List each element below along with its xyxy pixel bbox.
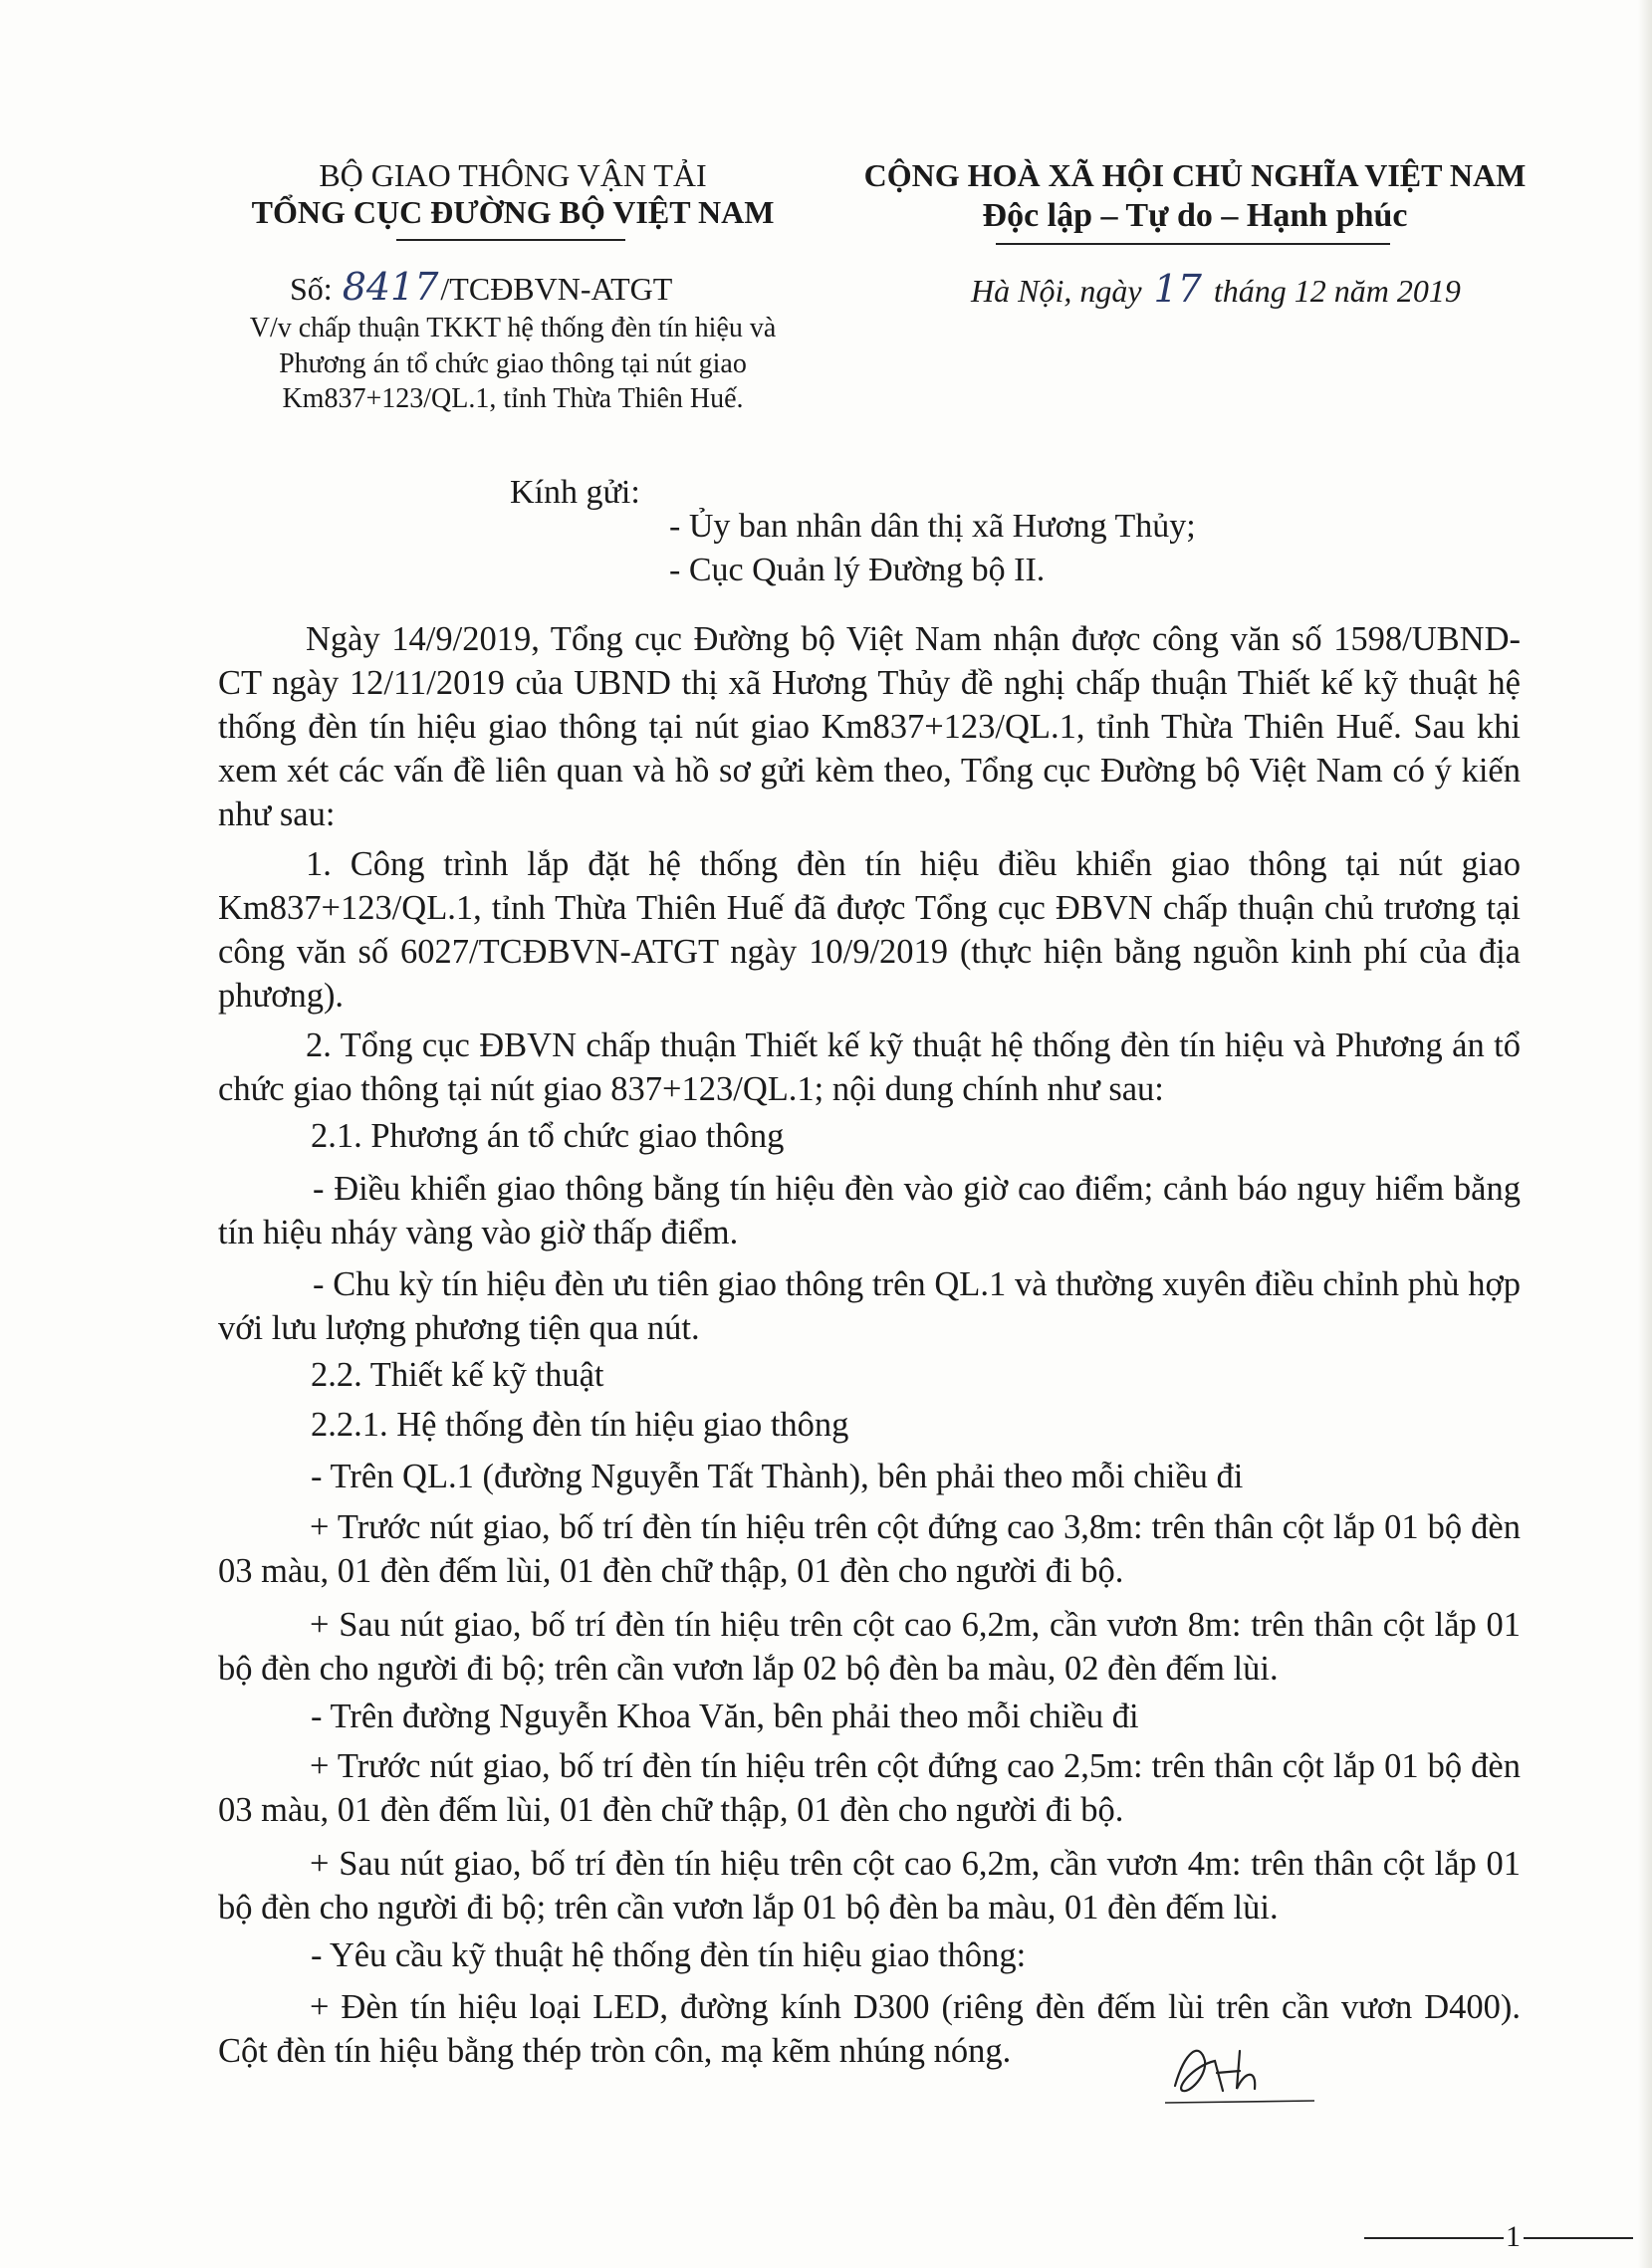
section-2-2-heading: 2.2. Thiết kế kỹ thuật <box>311 1356 604 1394</box>
motto-underline <box>996 243 1390 245</box>
paragraph-ql1: - Trên QL.1 (đường Nguyễn Tất Thành), bên phải theo mỗi chiều đi <box>311 1458 1244 1495</box>
paragraph-control: - Điều khiển giao thông bằng tín hiệu đèn vào giờ cao điểm; cảnh báo nguy hiểm bằng tín hiệu nháy vàng vào giờ thấp điểm. <box>218 1170 1521 1251</box>
scan-edge <box>1638 0 1652 2268</box>
date-day-handwritten: 17 <box>1153 267 1202 311</box>
paragraph-nkv-before: + Trước nút giao, bố trí đèn tín hiệu trên cột đứng cao 2,5m: trên thân cột lắp 01 bộ đèn 03 màu, 01 đèn đếm lùi, 01 đèn chữ thập, 01 đèn cho người đi bộ. <box>218 1747 1521 1829</box>
number-handwritten: 8417 <box>342 265 439 309</box>
motto: Độc lập – Tự do – Hạnh phúc <box>982 197 1408 234</box>
recipient-1: - Ủy ban nhân dân thị xã Hương Thủy; <box>669 508 1196 545</box>
paragraph-ql1-before: + Trước nút giao, bố trí đèn tín hiệu trên cột đứng cao 3,8m: trên thân cột lắp 01 bộ đèn 03 màu, 01 đèn đếm lùi, 01 đèn chữ thập, 01 đèn cho người đi bộ. <box>218 1508 1521 1590</box>
paragraph-led: + Đèn tín hiệu loại LED, đường kính D300 (riêng đèn đếm lùi trên cần vươn D400). Cột đèn tín hiệu bằng thép tròn côn, mạ kẽm nhúng nóng. <box>218 1988 1521 2070</box>
recipient-2: - Cục Quản lý Đường bộ II. <box>669 552 1046 588</box>
initials-signature <box>1145 2031 1324 2111</box>
subject-line-2: Phương án tổ chức giao thông tại nút giao <box>279 348 747 379</box>
page-number: 1 <box>1506 2220 1521 2253</box>
agency-name: TỔNG CỤC ĐƯỜNG BỘ VIỆT NAM <box>251 194 775 230</box>
paragraph-intro: Ngày 14/9/2019, Tổng cục Đường bộ Việt Nam nhận được công văn số 1598/UBND-CT ngày 12/11/2019 của UBND thị xã Hương Thủy đề nghị chấp thuận Thiết kế kỹ thuật hệ thống đèn tín hiệu giao thông tại nút giao Km837+123/QL.1, tỉnh Thừa Thiên Huế. Sau khi xem xét các vấn đề liên quan và hồ sơ gửi kèm theo, Tổng cục Đường bộ Việt Nam có ý kiến như sau: <box>218 620 1521 833</box>
nation-name: CỘNG HOÀ XÃ HỘI CHỦ NGHĨA VIỆT NAM <box>863 157 1527 193</box>
paragraph-item-1: 1. Công trình lắp đặt hệ thống đèn tín hiệu điều khiển giao thông tại nút giao Km837+123/QL.1, tỉnh Thừa Thiên Huế đã được Tổng cục ĐBVN chấp thuận chủ trương tại công văn số 6027/TCĐBVN-ATGT ngày 10/9/2019 (thực hiện bằng nguồn kinh phí của địa phương). <box>218 845 1521 1015</box>
subject-line-1: V/v chấp thuận TKKT hệ thống đèn tín hiệu và <box>249 313 777 343</box>
paragraph-nkv-after: + Sau nút giao, bố trí đèn tín hiệu trên cột cao 6,2m, cần vươn 4m: trên thân cột lắp 01 bộ đèn cho người đi bộ; trên cần vươn lắp 01 bộ đèn ba màu, 01 đèn đếm lùi. <box>218 1845 1521 1927</box>
paragraph-item-2: 2. Tổng cục ĐBVN chấp thuận Thiết kế kỹ thuật hệ thống đèn tín hiệu và Phương án tổ chức giao thông tại nút giao 837+123/QL.1; nội dung chính như sau: <box>218 1026 1521 1108</box>
footer-rule-left <box>1364 2237 1504 2239</box>
number-prefix: Số: <box>290 271 333 307</box>
agency-underline <box>396 239 625 241</box>
date-suffix: tháng 12 năm 2019 <box>1213 273 1461 309</box>
paragraph-ql1-after: + Sau nút giao, bố trí đèn tín hiệu trên cột cao 6,2m, cần vươn 8m: trên thân cột lắp 01 bộ đèn cho người đi bộ; trên cần vươn lắp 02 bộ đèn ba màu, 02 đèn đếm lùi. <box>218 1606 1521 1688</box>
ministry-name: BỘ GIAO THÔNG VẬN TẢI <box>319 157 707 193</box>
paragraph-cycle: - Chu kỳ tín hiệu đèn ưu tiên giao thông trên QL.1 và thường xuyên điều chỉnh phù hợp với lưu lượng phương tiện qua nút. <box>218 1265 1521 1347</box>
section-2-1-heading: 2.1. Phương án tổ chức giao thông <box>311 1117 785 1155</box>
paragraph-requirements: - Yêu cầu kỹ thuật hệ thống đèn tín hiệu giao thông: <box>311 1936 1027 1974</box>
subject-line-3: Km837+123/QL.1, tỉnh Thừa Thiên Huế. <box>282 383 744 414</box>
section-2-2-1-heading: 2.2.1. Hệ thống đèn tín hiệu giao thông <box>311 1406 849 1444</box>
date-prefix: Hà Nội, ngày <box>971 273 1142 309</box>
footer-rule-right <box>1524 2237 1633 2239</box>
document-number <box>290 265 672 309</box>
recipients-label: Kính gửi: <box>510 474 640 511</box>
number-suffix: /TCĐBVN-ATGT <box>440 271 673 307</box>
date-line <box>971 267 1461 311</box>
paragraph-nkv: - Trên đường Nguyễn Khoa Văn, bên phải theo mỗi chiều đi <box>311 1698 1139 1735</box>
